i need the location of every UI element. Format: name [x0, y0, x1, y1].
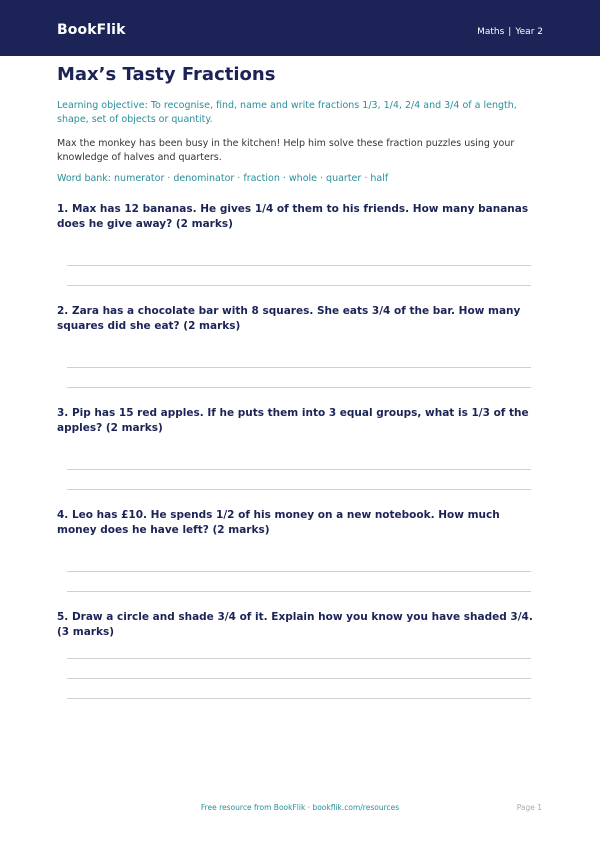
question-1: 1. Max has 12 bananas. He gives 1/4 of them to his friends. How many bananas does he give away? (2 marks) [57, 203, 529, 230]
answer-line[interactable] [67, 469, 531, 470]
answer-line[interactable] [67, 571, 531, 572]
question-3: 3. Pip has 15 red apples. If he puts them into 3 equal groups, what is 1/3 of the apples? (2 marks) [57, 407, 529, 434]
learning-objective: Learning objective: To recognise, find, name and write fractions 1/3, 1/4, 2/4 and 3/4 of a length, shape, set of objects or quantity. [57, 100, 517, 125]
answer-line[interactable] [67, 387, 531, 388]
subject-year [477, 27, 543, 37]
answer-line[interactable] [67, 678, 531, 679]
brand-logo[interactable]: BookFlik [57, 22, 126, 38]
meta-separator: | [508, 27, 512, 37]
answer-line[interactable] [67, 367, 531, 368]
answer-line[interactable] [67, 658, 531, 659]
subject-label: Maths [477, 27, 505, 37]
year-label: Year 2 [515, 27, 543, 37]
footer-resource-link[interactable]: Free resource from BookFlik · bookflik.com/resources [200, 803, 400, 812]
answer-line[interactable] [67, 285, 531, 286]
answer-line[interactable] [67, 698, 531, 699]
intro-text: Max the monkey has been busy in the kitchen! Help him solve these fraction puzzles using your knowledge of halves and quarters. [57, 138, 515, 163]
question-5: 5. Draw a circle and shade 3/4 of it. Explain how you know you have shaded 3/4. (3 marks) [57, 611, 533, 638]
answer-line[interactable] [67, 265, 531, 266]
answer-line[interactable] [67, 489, 531, 490]
answer-line[interactable] [67, 591, 531, 592]
header-bar [0, 0, 600, 56]
question-4: 4. Leo has £10. He spends 1/2 of his money on a new notebook. How much money does he have left? (2 marks) [57, 509, 500, 536]
word-bank: Word bank: numerator · denominator · fraction · whole · quarter · half [57, 173, 389, 184]
page-title: Max’s Tasty Fractions [57, 64, 276, 85]
question-2: 2. Zara has a chocolate bar with 8 squares. She eats 3/4 of the bar. How many squares did she eat? (2 marks) [57, 305, 521, 332]
page-number: Page 1 [516, 803, 542, 812]
